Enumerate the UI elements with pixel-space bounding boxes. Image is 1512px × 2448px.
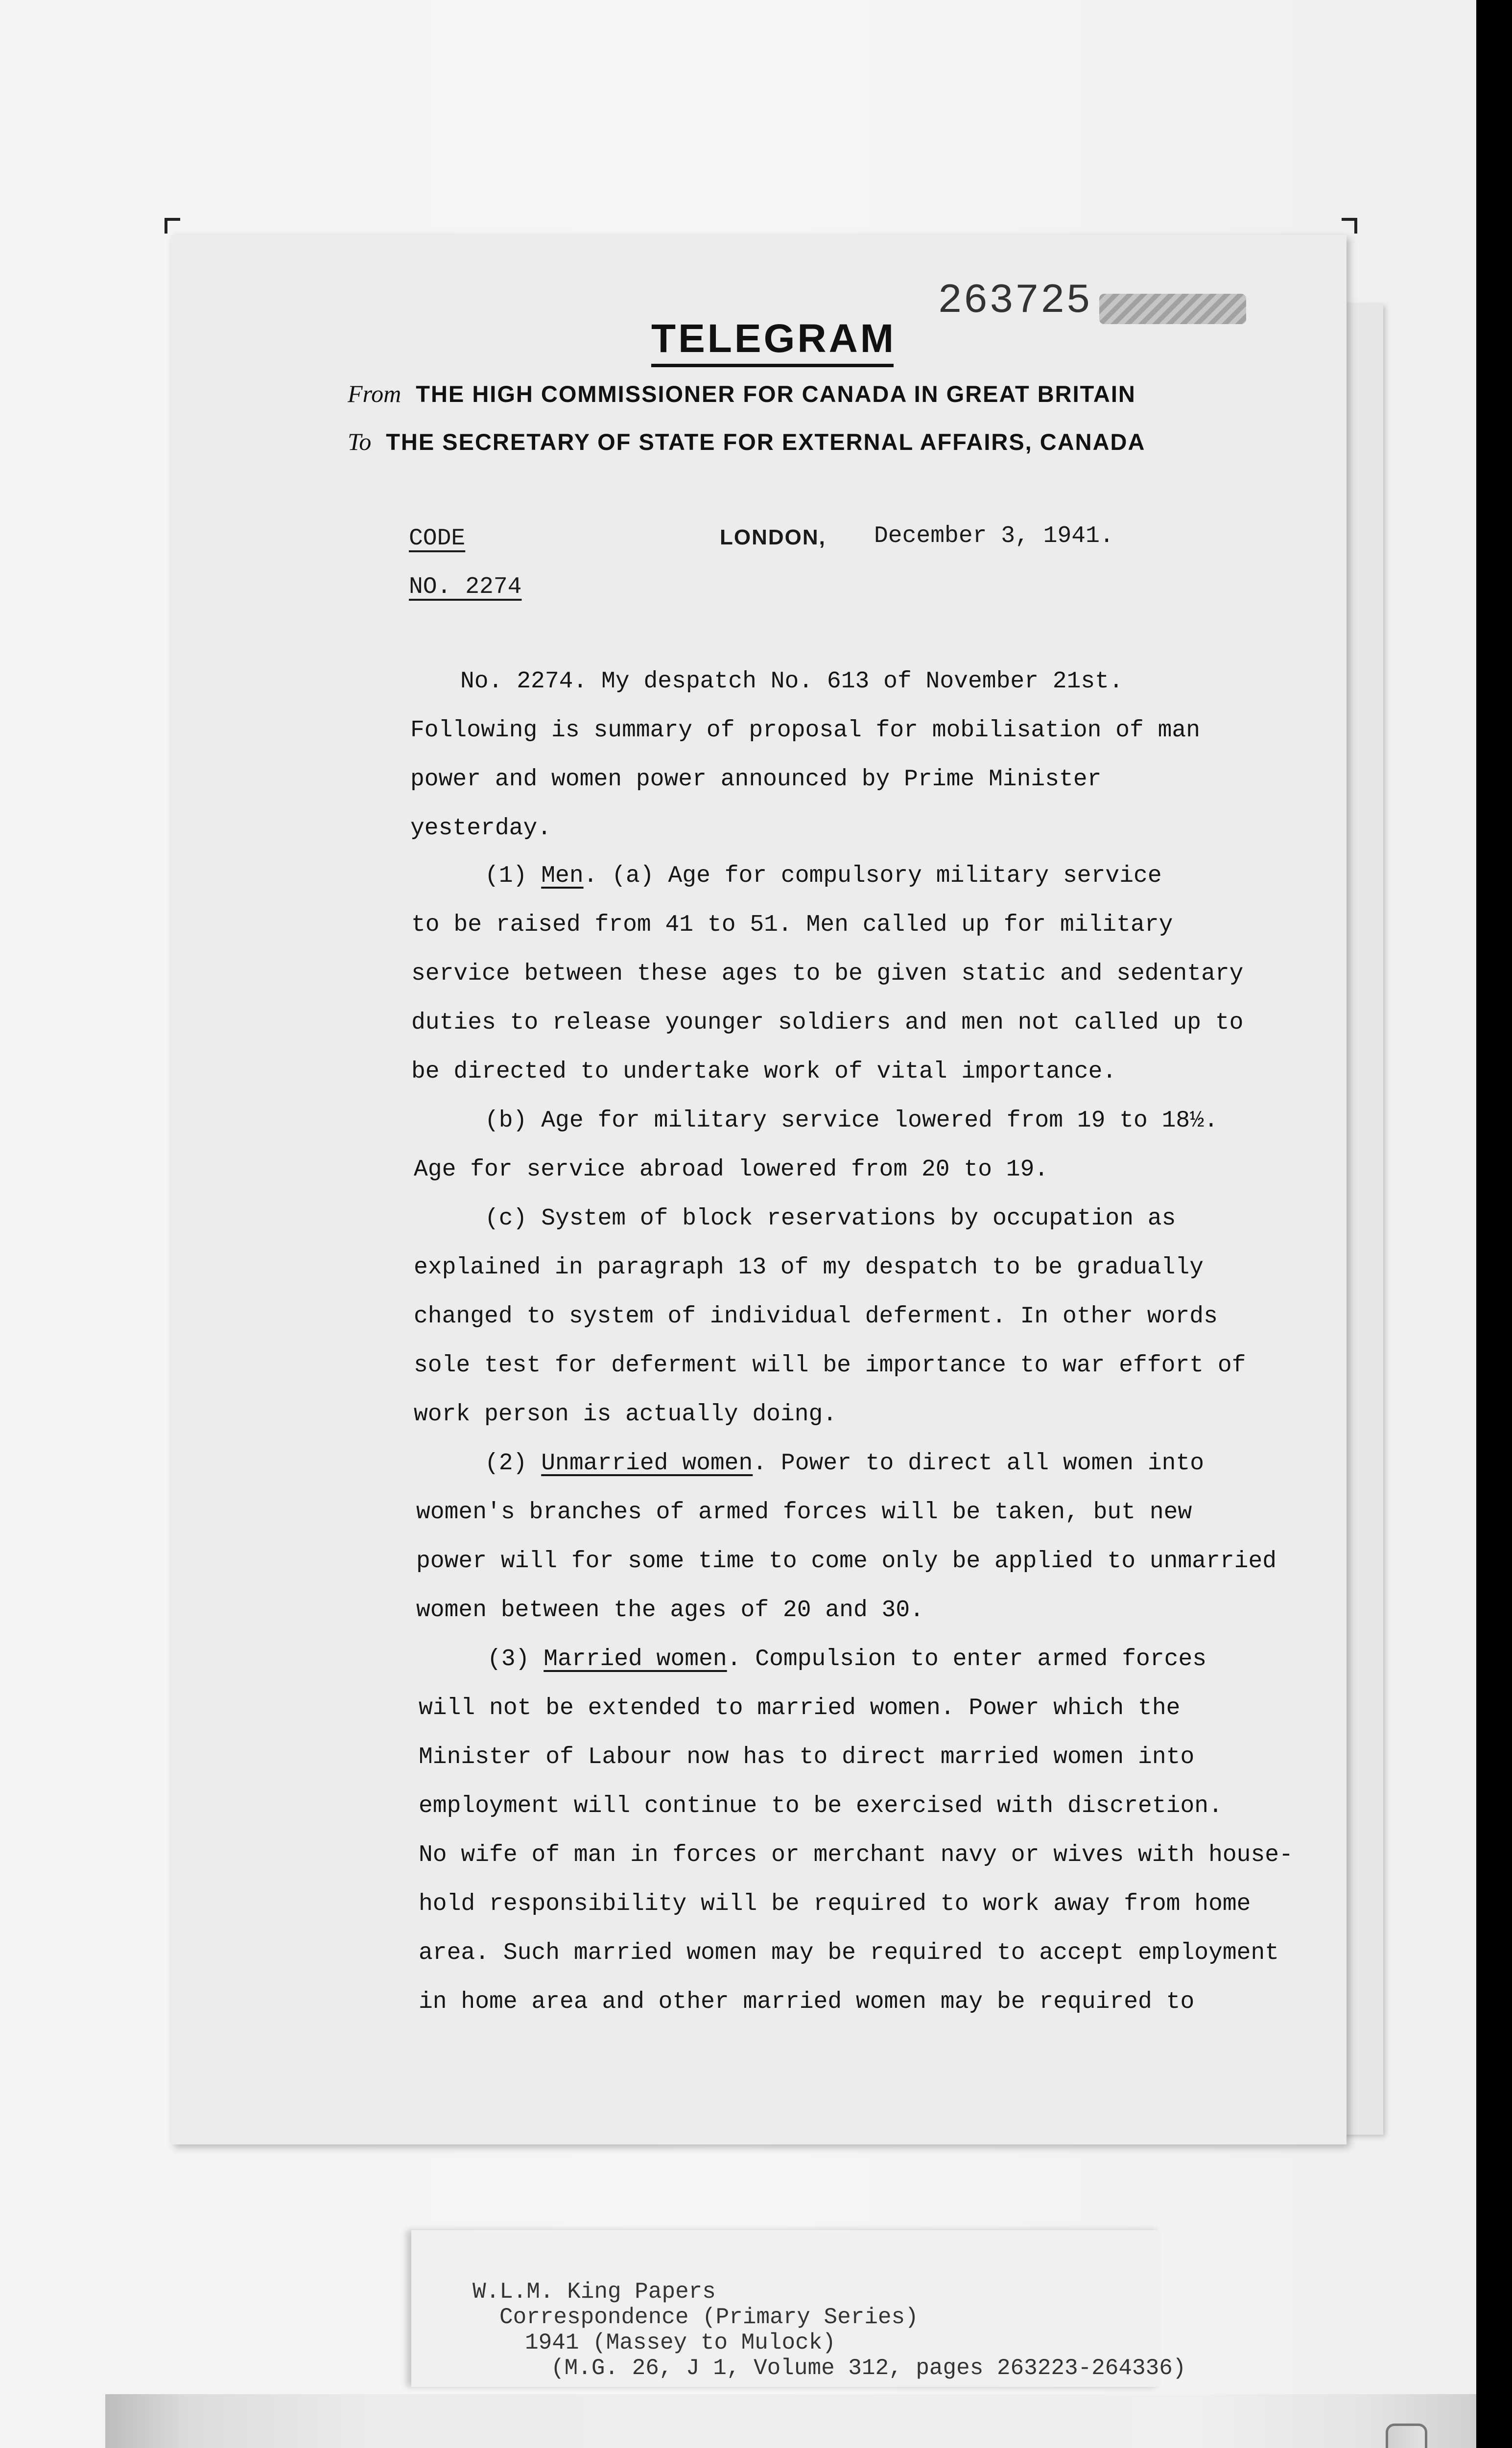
body-line: service between these ages to be given static and sedentary xyxy=(411,961,1244,987)
body-line: in home area and other married women may be required to xyxy=(419,1989,1195,2015)
body-line: hold responsibility will be required to work away from home xyxy=(419,1891,1251,1917)
body-line: changed to system of individual deferment. In other words xyxy=(414,1303,1218,1330)
label-year: 1941 (Massey to Mulock) xyxy=(525,2330,836,2355)
body-line: work person is actually doing. xyxy=(414,1401,837,1428)
struck-out-number xyxy=(1099,294,1246,324)
corner-crop-mark xyxy=(165,218,180,234)
corner-crop-mark xyxy=(1342,218,1357,234)
section-heading-men: Men xyxy=(541,863,584,889)
body-line: Age for service abroad lowered from 20 to 19. xyxy=(414,1156,1049,1183)
body-line: power and women power announced by Prime Minister xyxy=(410,766,1102,793)
body-line: explained in paragraph 13 of my despatch to be gradually xyxy=(414,1254,1204,1281)
stamp-binding-clip xyxy=(1386,2424,1427,2448)
section-heading-married-women: Married women xyxy=(543,1646,727,1672)
body-line: (b) Age for military service lowered from 19 to 18½. xyxy=(485,1107,1218,1134)
reference-number: NO. 2274 xyxy=(409,574,522,600)
body-line: employment will continue to be exercised with discretion. xyxy=(419,1793,1223,1819)
from-text: THE HIGH COMMISSIONER FOR CANADA IN GREAT BRITAIN xyxy=(416,381,1136,407)
body-line xyxy=(487,1646,1206,1672)
body-line: women between the ages of 20 and 30. xyxy=(416,1597,924,1624)
body-line: women's branches of armed forces will be taken, but new xyxy=(416,1499,1192,1526)
paragraph-number: (1) xyxy=(485,863,542,889)
paragraph-number: (2) xyxy=(485,1450,542,1477)
body-line: No. 2274. My despatch No. 613 of November 21st. xyxy=(460,668,1123,695)
body-line: be directed to undertake work of vital importance. xyxy=(411,1059,1117,1085)
body-line: (c) System of block reservations by occupation as xyxy=(485,1205,1176,1232)
body-line: Following is summary of proposal for mobilisation of man xyxy=(410,717,1201,744)
to-text: THE SECRETARY OF STATE FOR EXTERNAL AFFAIRS, CANADA xyxy=(386,429,1146,455)
body-text: . Power to direct all women into xyxy=(753,1450,1205,1477)
stamp-fold-edge xyxy=(105,2394,179,2448)
telegram-date: December 3, 1941. xyxy=(874,523,1114,549)
body-line: Minister of Labour now has to direct married women into xyxy=(419,1744,1195,1770)
body-line: duties to release younger soldiers and men not called up to xyxy=(411,1010,1244,1036)
from-label: From xyxy=(348,380,402,407)
public-archives-stamp xyxy=(105,2394,1476,2448)
label-volume: (M.G. 26, J 1, Volume 312, pages 263223-264336) xyxy=(551,2355,1186,2381)
telegram-page-edge xyxy=(1344,304,1383,2135)
body-line xyxy=(485,1450,1204,1477)
to-label: To xyxy=(348,428,372,455)
archive-catalog-label xyxy=(411,2230,1186,2387)
document-number: 263725 xyxy=(938,278,1092,325)
body-line: No wife of man in forces or merchant navy or wives with house- xyxy=(419,1842,1293,1868)
body-line: area. Such married women may be required to accept employment xyxy=(419,1940,1279,1966)
section-heading-unmarried-women: Unmarried women xyxy=(541,1450,753,1477)
body-line: power will for some time to come only be applied to unmarried xyxy=(416,1548,1277,1575)
label-collection: W.L.M. King Papers xyxy=(472,2279,716,2305)
body-line: to be raised from 41 to 51. Men called up for military xyxy=(411,912,1173,938)
paragraph-number: (3) xyxy=(487,1646,544,1672)
label-series: Correspondence (Primary Series) xyxy=(499,2305,919,2330)
from-line xyxy=(348,379,1136,408)
to-line xyxy=(348,427,1145,456)
telegram-title: TELEGRAM xyxy=(651,316,897,361)
body-text: . Compulsion to enter armed forces xyxy=(727,1646,1207,1672)
body-text: . (a) Age for compulsory military service xyxy=(583,863,1162,889)
body-line: yesterday. xyxy=(410,815,552,842)
body-line: sole test for deferment will be importance to war effort of xyxy=(414,1352,1246,1379)
title-underline xyxy=(651,364,894,367)
sending-place: LONDON, xyxy=(720,525,826,549)
body-line xyxy=(485,863,1162,889)
body-line: will not be extended to married women. Power which the xyxy=(419,1695,1181,1721)
code-label: CODE xyxy=(409,525,466,552)
